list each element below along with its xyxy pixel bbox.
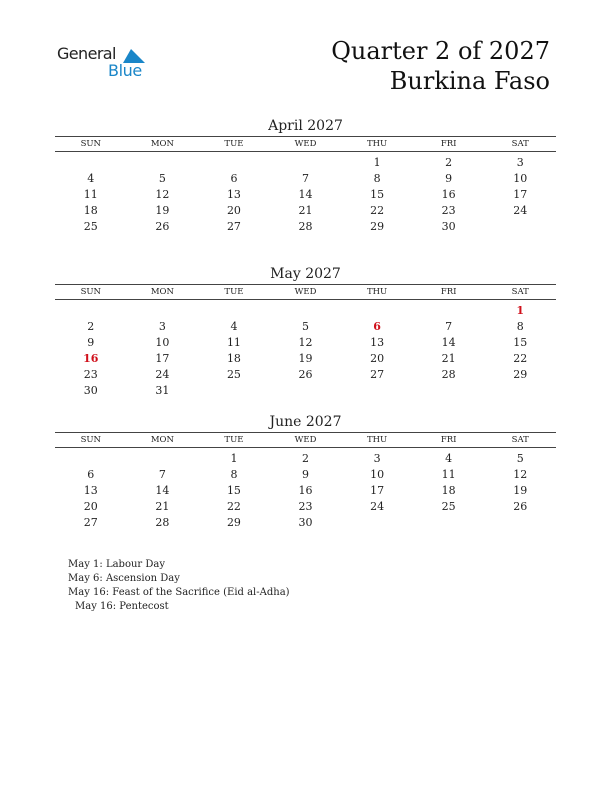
month-june [55, 413, 556, 530]
holiday-note: May 1: Labour Day [68, 559, 165, 570]
day-cell: 5 [158, 171, 166, 185]
day-cell: 21 [298, 203, 313, 217]
weekday-label: FRI [440, 287, 457, 297]
day-cell: 14 [298, 187, 313, 201]
day-cell: 1 [230, 451, 238, 465]
holiday-note: May 16: Pentecost [75, 601, 169, 612]
week-row [55, 450, 556, 466]
holiday-note: May 16: Feast of the Sacrifice (Eid al-Adha) [68, 587, 290, 598]
day-cell: 26 [298, 367, 313, 381]
day-cell: 13 [370, 335, 385, 349]
logo-general-text: General [57, 44, 116, 63]
day-cell: 16 [298, 483, 313, 497]
day-cell: 9 [445, 171, 453, 185]
weekday-label: MON [150, 139, 174, 149]
weekday-header-row [55, 284, 556, 300]
day-cell: 18 [226, 351, 241, 365]
day-cell: 18 [83, 203, 98, 217]
day-cell: 27 [226, 219, 241, 233]
day-cell: 30 [83, 383, 98, 397]
day-cell: 6 [230, 171, 238, 185]
day-cell: 26 [155, 219, 170, 233]
day-cell: 12 [298, 335, 313, 349]
day-cell: 13 [83, 483, 98, 497]
day-cell: 11 [226, 335, 241, 349]
day-cell: 2 [445, 155, 453, 169]
weekday-label: FRI [440, 435, 457, 445]
week-row [55, 350, 556, 366]
month-title: June 2027 [269, 414, 342, 430]
day-cell: 15 [370, 187, 385, 201]
day-cell: 10 [155, 335, 170, 349]
day-cell: 25 [83, 219, 98, 233]
day-cell: 29 [226, 515, 241, 529]
day-cell: 19 [298, 351, 313, 365]
week-row [55, 466, 556, 482]
day-cell: 3 [373, 451, 381, 465]
day-cell: 21 [155, 499, 170, 513]
day-cell: 15 [513, 335, 528, 349]
weekday-label: WED [294, 139, 317, 149]
day-cell: 28 [155, 515, 170, 529]
day-grid [55, 450, 556, 530]
day-cell: 6 [87, 467, 95, 481]
week-row [55, 318, 556, 334]
day-cell: 12 [513, 467, 528, 481]
day-cell: 29 [370, 219, 385, 233]
day-grid [55, 154, 556, 234]
week-row [55, 170, 556, 186]
week-row [55, 382, 556, 398]
weekday-label: MON [150, 287, 174, 297]
day-cell: 11 [441, 467, 456, 481]
day-cell: 8 [373, 171, 381, 185]
day-cell: 28 [441, 367, 456, 381]
day-cell: 10 [513, 171, 528, 185]
day-cell: 19 [513, 483, 528, 497]
day-cell: 7 [158, 467, 166, 481]
day-cell: 23 [298, 499, 313, 513]
weekday-label: SUN [80, 435, 101, 445]
holiday-list [68, 558, 290, 614]
holiday-day-cell: 6 [373, 319, 381, 333]
weekday-label: TUE [224, 287, 244, 297]
day-cell: 22 [370, 203, 385, 217]
day-cell: 17 [513, 187, 528, 201]
day-grid [55, 302, 556, 398]
logo-blue-text: Blue [108, 61, 142, 80]
day-cell: 9 [302, 467, 310, 481]
day-cell: 11 [83, 187, 98, 201]
generalblue-logo [57, 43, 157, 83]
day-cell: 25 [441, 499, 456, 513]
weekday-label: TUE [224, 139, 244, 149]
weekday-label: THU [366, 435, 388, 445]
weekday-label: SAT [511, 287, 529, 297]
holiday-note: May 6: Ascension Day [68, 573, 180, 584]
holiday-day-cell: 1 [516, 303, 525, 317]
day-cell: 24 [370, 499, 385, 513]
day-cell: 26 [513, 499, 528, 513]
day-cell: 15 [226, 483, 241, 497]
day-cell: 14 [441, 335, 456, 349]
weekday-label: MON [150, 435, 174, 445]
week-row [55, 334, 556, 350]
weekday-label: THU [366, 139, 388, 149]
day-cell: 17 [155, 351, 170, 365]
weekday-label: SUN [80, 139, 101, 149]
day-cell: 5 [302, 319, 310, 333]
weekday-label: SAT [511, 139, 529, 149]
month-title: May 2027 [270, 266, 341, 282]
day-cell: 27 [83, 515, 98, 529]
day-cell: 9 [87, 335, 95, 349]
day-cell: 21 [441, 351, 456, 365]
week-row [55, 366, 556, 382]
month-april [55, 117, 556, 234]
week-row [55, 302, 556, 318]
week-row [55, 482, 556, 498]
day-cell: 7 [302, 171, 310, 185]
day-cell: 20 [370, 351, 385, 365]
week-row [55, 186, 556, 202]
day-cell: 20 [226, 203, 241, 217]
day-cell: 14 [155, 483, 170, 497]
day-cell: 4 [87, 171, 95, 185]
day-cell: 25 [226, 367, 241, 381]
day-cell: 12 [155, 187, 170, 201]
day-cell: 27 [370, 367, 385, 381]
day-cell: 3 [516, 155, 524, 169]
day-cell: 5 [516, 451, 524, 465]
quarter-title: Quarter 2 of 2027 [331, 37, 550, 65]
day-cell: 2 [87, 319, 95, 333]
day-cell: 1 [373, 155, 381, 169]
page-header [331, 36, 550, 96]
day-cell: 23 [441, 203, 456, 217]
weekday-label: WED [294, 435, 317, 445]
weekday-label: THU [366, 287, 388, 297]
day-cell: 24 [513, 203, 528, 217]
day-cell: 24 [155, 367, 170, 381]
weekday-header-row [55, 136, 556, 152]
weekday-label: TUE [224, 435, 244, 445]
week-row [55, 154, 556, 170]
day-cell: 2 [302, 451, 310, 465]
day-cell: 22 [513, 351, 528, 365]
country-title: Burkina Faso [389, 67, 550, 95]
month-title: April 2027 [268, 118, 343, 134]
weekday-label: WED [294, 287, 317, 297]
day-cell: 17 [370, 483, 385, 497]
day-cell: 23 [83, 367, 98, 381]
day-cell: 19 [155, 203, 170, 217]
day-cell: 31 [155, 383, 170, 397]
day-cell: 29 [513, 367, 528, 381]
day-cell: 4 [445, 451, 453, 465]
day-cell: 28 [298, 219, 313, 233]
day-cell: 20 [83, 499, 98, 513]
week-row [55, 514, 556, 530]
day-cell: 3 [158, 319, 166, 333]
holiday-day-cell: 16 [83, 351, 99, 365]
day-cell: 18 [441, 483, 456, 497]
day-cell: 22 [226, 499, 241, 513]
day-cell: 30 [441, 219, 456, 233]
week-row [55, 218, 556, 234]
day-cell: 13 [226, 187, 241, 201]
month-may [55, 265, 556, 398]
week-row [55, 202, 556, 218]
day-cell: 16 [441, 187, 456, 201]
week-row [55, 498, 556, 514]
day-cell: 7 [445, 319, 453, 333]
weekday-header-row [55, 432, 556, 448]
day-cell: 10 [370, 467, 385, 481]
weekday-label: FRI [440, 139, 457, 149]
weekday-label: SUN [80, 287, 101, 297]
day-cell: 8 [230, 467, 238, 481]
weekday-label: SAT [511, 435, 529, 445]
day-cell: 4 [230, 319, 238, 333]
day-cell: 30 [298, 515, 313, 529]
day-cell: 8 [516, 319, 524, 333]
